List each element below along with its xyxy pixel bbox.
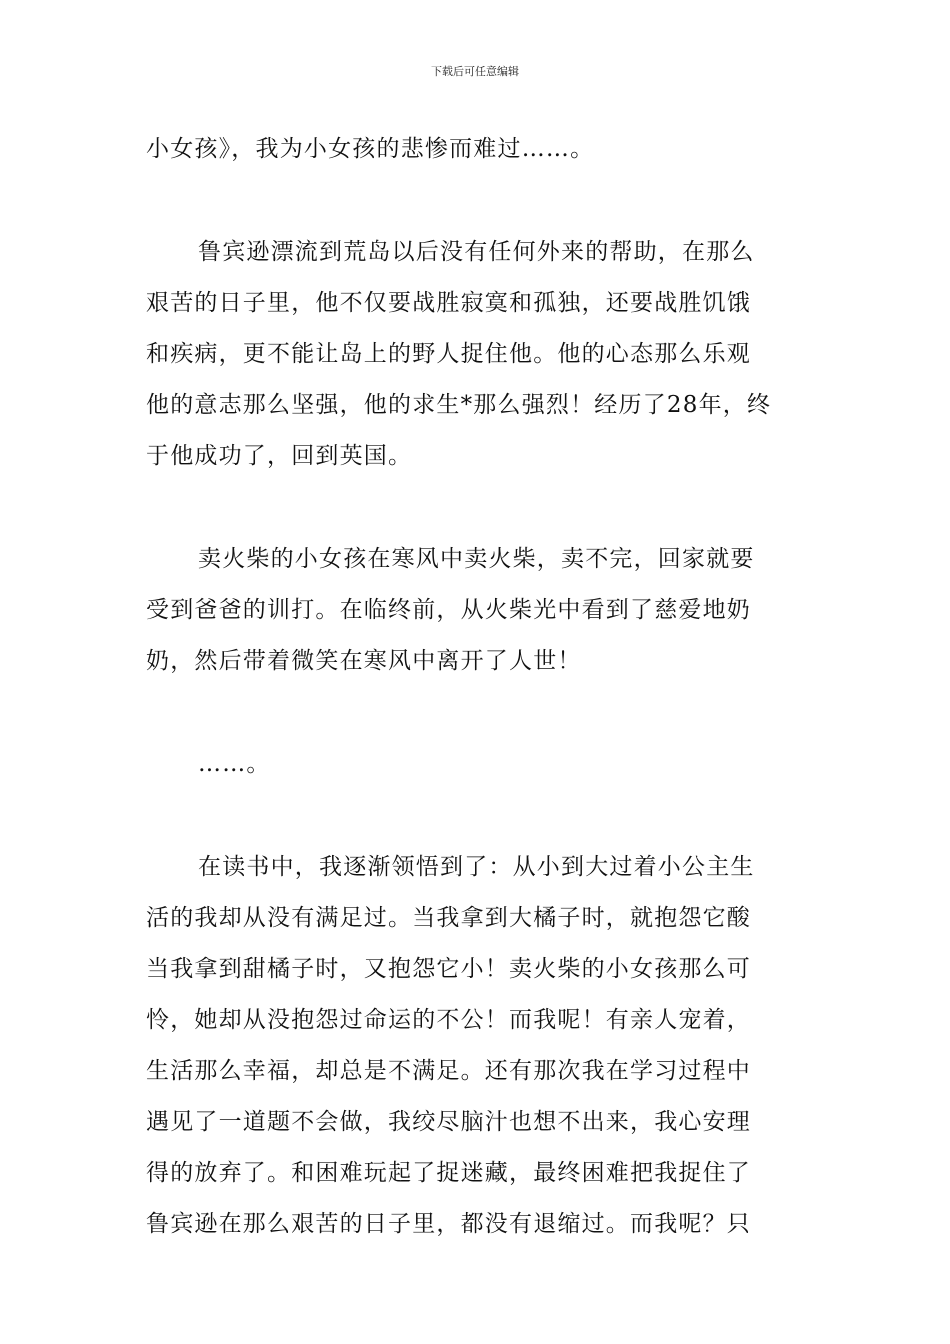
text-line: 活的我却从没有满足过。当我拿到大橘子时，就抱怨它酸 (146, 905, 751, 931)
text-line: 艰苦的日子里，他不仅要战胜寂寞和孤独，还要战胜饥饿 (146, 290, 751, 316)
text-line: 于他成功了，回到英国。 (146, 443, 413, 469)
paragraph-match-girl (146, 534, 808, 687)
text-line: 奶，然后带着微笑在寒风中离开了人世！ (146, 648, 582, 674)
text-line: 怜，她却从没抱怨过命运的不公！而我呢！有亲人宠着， (146, 1007, 751, 1033)
text-line: 卖火柴的小女孩在寒风中卖火柴，卖不完，回家就要 (198, 546, 755, 572)
text-line: 和疾病，更不能让岛上的野人捉住他。他的心态那么乐观 (146, 341, 751, 367)
paragraph-robinson (146, 227, 808, 482)
paragraph-gap (146, 482, 808, 534)
text-line: 在读书中，我逐渐领悟到了：从小到大过着小公主生 (198, 854, 755, 880)
paragraph-gap (146, 175, 808, 227)
text-line: ……。 (198, 751, 271, 777)
paragraph-ellipsis (146, 739, 808, 790)
text-line: 小女孩》，我为小女孩的悲惨而难过……。 (146, 136, 595, 162)
page-header-note: 下载后可任意编辑 (431, 65, 519, 78)
document-body (146, 124, 808, 1250)
text-line: 鲁宾逊漂流到荒岛以后没有任何外来的帮助，在那么 (198, 239, 755, 265)
text-line: 鲁宾逊在那么艰苦的日子里，都没有退缩过。而我呢？只 (146, 1211, 751, 1237)
paragraph-gap (146, 790, 808, 842)
paragraph-gap (146, 687, 808, 739)
paragraph-reflection (146, 842, 808, 1250)
text-line: 当我拿到甜橘子时，又抱怨它小！卖火柴的小女孩那么可 (146, 956, 751, 982)
text-line: 受到爸爸的训打。在临终前，从火柴光中看到了慈爱地奶 (146, 597, 751, 623)
paragraph-continuation (146, 124, 808, 175)
text-line: 生活那么幸福，却总是不满足。还有那次我在学习过程中 (146, 1058, 751, 1084)
text-line: 遇见了一道题不会做，我绞尽脑汁也想不出来，我心安理 (146, 1109, 751, 1135)
text-line: 他的意志那么坚强，他的求生*那么强烈！经历了28年，终 (146, 392, 772, 418)
text-line: 得的放弃了。和困难玩起了捉迷藏，最终困难把我捉住了 (146, 1160, 751, 1186)
